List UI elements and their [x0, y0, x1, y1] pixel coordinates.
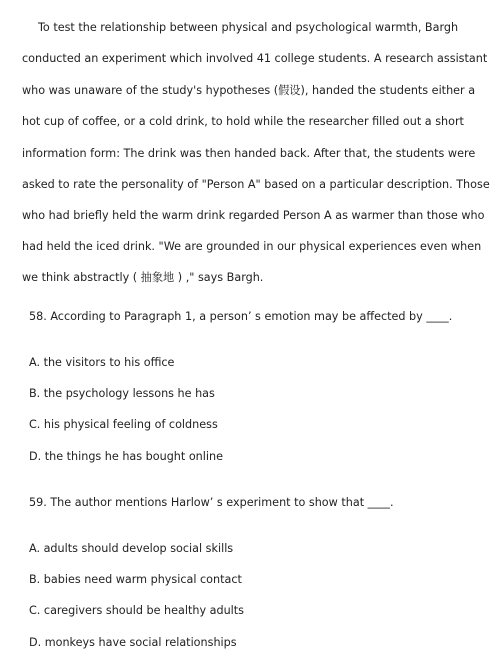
answer-option-a[interactable]: A. the visitors to his office — [29, 356, 175, 369]
answer-option-a[interactable]: A. adults should develop social skills — [29, 542, 234, 555]
answer-option-b[interactable]: B. babies need warm physical contact — [29, 573, 242, 586]
answer-option-d[interactable]: D. the things he has bought online — [29, 450, 223, 463]
passage-line: To test the relationship between physical and psychological warmth, Bargh — [38, 21, 459, 34]
passage-line: conducted an experiment which involved 41 college students. A research assistant — [22, 52, 488, 65]
passage-line: we think abstractly ( 抽象地 ) ," says Bargh. — [22, 271, 264, 284]
passage-line: had held the iced drink. "We are grounded in our physical experiences even when — [22, 240, 482, 253]
passage-line: who was unaware of the study's hypotheses (假设), handed the students either a — [22, 84, 476, 97]
question-stem: 59. The author mentions Harlow’ s experiment to show that ____. — [29, 496, 394, 509]
passage-line: who had briefly held the warm drink regarded Person A as warmer than those who — [22, 209, 485, 222]
answer-option-b[interactable]: B. the psychology lessons he has — [29, 387, 215, 400]
passage-line: information form: The drink was then handed back. After that, the students were — [22, 147, 476, 160]
passage-line: asked to rate the personality of "Person A" based on a particular description. Those — [22, 178, 490, 191]
answer-option-c[interactable]: C. his physical feeling of coldness — [29, 418, 218, 431]
answer-option-d[interactable]: D. monkeys have social relationships — [29, 636, 237, 649]
answer-option-c[interactable]: C. caregivers should be healthy adults — [29, 604, 244, 617]
question-stem: 58. According to Paragraph 1, a person’ s emotion may be affected by ____. — [29, 310, 453, 323]
passage-line: hot cup of coffee, or a cold drink, to hold while the researcher filled out a short — [22, 115, 464, 128]
